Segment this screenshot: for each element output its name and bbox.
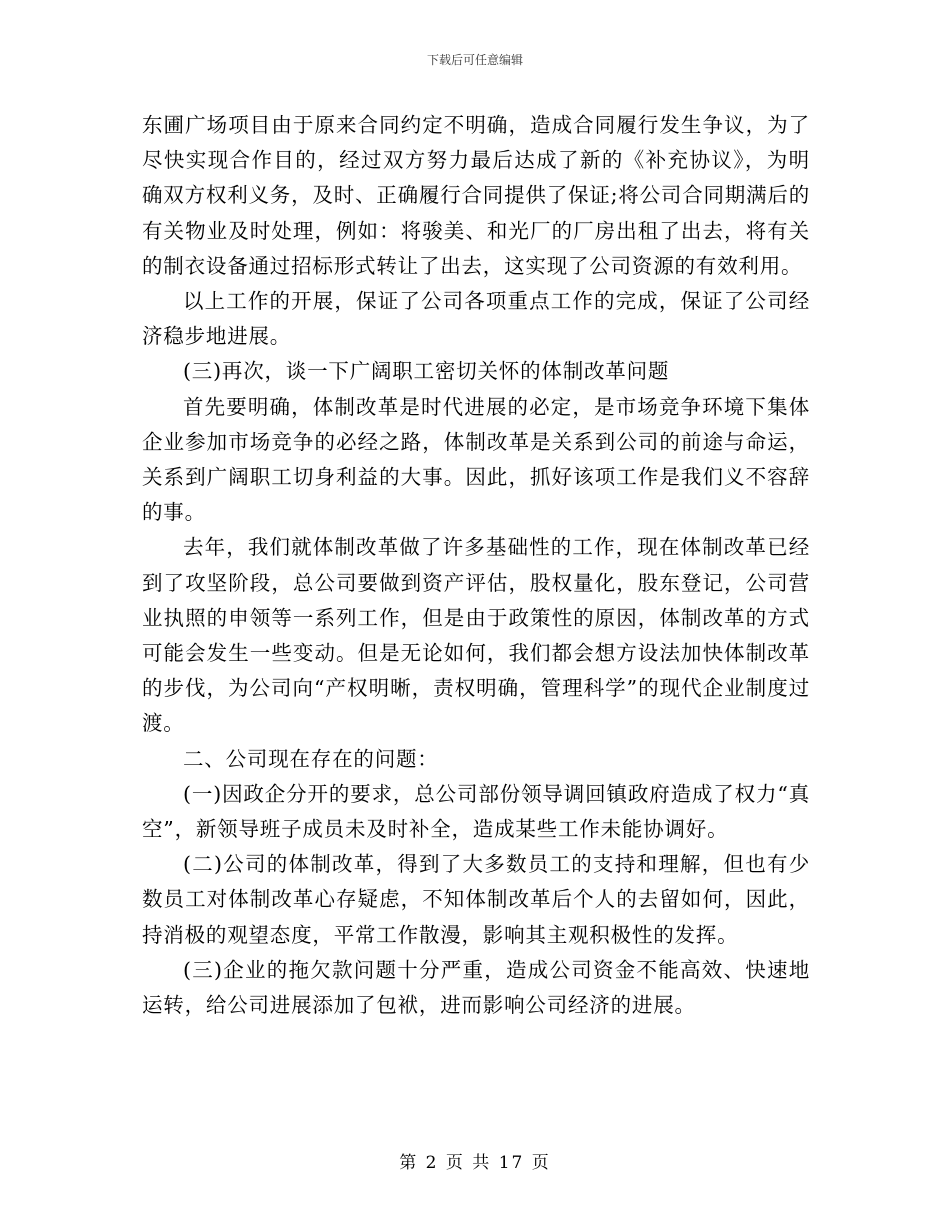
paragraph-reform-progress: 去年，我们就体制改革做了许多基础性的工作，现在体制改革已经到了攻坚阶段，总公司要做到资产评估，股权量化，股东登记，公司营业执照的申领等一系列工作，但是由于政策性的原因，体制改革的方式可能会发生一些变动。但是无论如何，我们都会想方设法加快体制改革的步伐，为公司向“产权明晰，责权明确，管理科学”的现代企业制度过渡。 xyxy=(142,535,810,736)
paragraph-problem-3: (三)企业的拖欠款问题十分严重，造成公司资金不能高效、快速地运转，给公司进展添加了包袱，进而影响公司经济的进展。 xyxy=(142,957,810,1018)
document-body xyxy=(142,108,810,1023)
paragraph-problem-1: (一)因政企分开的要求，总公司部份领导调回镇政府造成了权力“真空”，新领导班子成员未及时补全，造成某些工作未能协调好。 xyxy=(142,781,810,842)
page-header: 下载后可任意编辑 xyxy=(426,53,523,67)
paragraph-reform-necessity: 首先要明确，体制改革是时代进展的必定，是市场竞争环境下集体企业参加市场竞争的必经之路，体制改革是关系到公司的前途与命运，关系到广阔职工切身利益的大事。因此，抓好该项工作是我们义不容辞的事。 xyxy=(142,394,810,525)
paragraph-continuation: 东圃广场项目由于原来合同约定不明确，造成合同履行发生争议，为了尽快实现合作目的，经过双方努力最后达成了新的《补充协议》，为明确双方权利义务，及时、正确履行合同提供了保证;将公司合同期满后的有关物业及时处理，例如：将骏美、和光厂的厂房出租了出去，将有关的制衣设备通过招标形式转让了出去，这实现了公司资源的有效利用。 xyxy=(142,113,811,278)
page-number-footer: 第 2 页 共 17 页 xyxy=(399,1153,551,1173)
paragraph-problem-2: (二)公司的体制改革，得到了大多数员工的支持和理解，但也有少数员工对体制改革心存疑虑，不知体制改革后个人的去留如何，因此，持消极的观望态度，平常工作散漫，影响其主观积极性的发挥。 xyxy=(142,852,810,947)
section-heading-problems: 二、公司现在存在的问题： xyxy=(183,746,439,771)
paragraph-summary: 以上工作的开展，保证了公司各项重点工作的完成，保证了公司经济稳步地进展。 xyxy=(142,289,810,349)
section-heading-reform: (三)再次，谈一下广阔职工密切关怀的体制改革问题 xyxy=(183,359,670,384)
